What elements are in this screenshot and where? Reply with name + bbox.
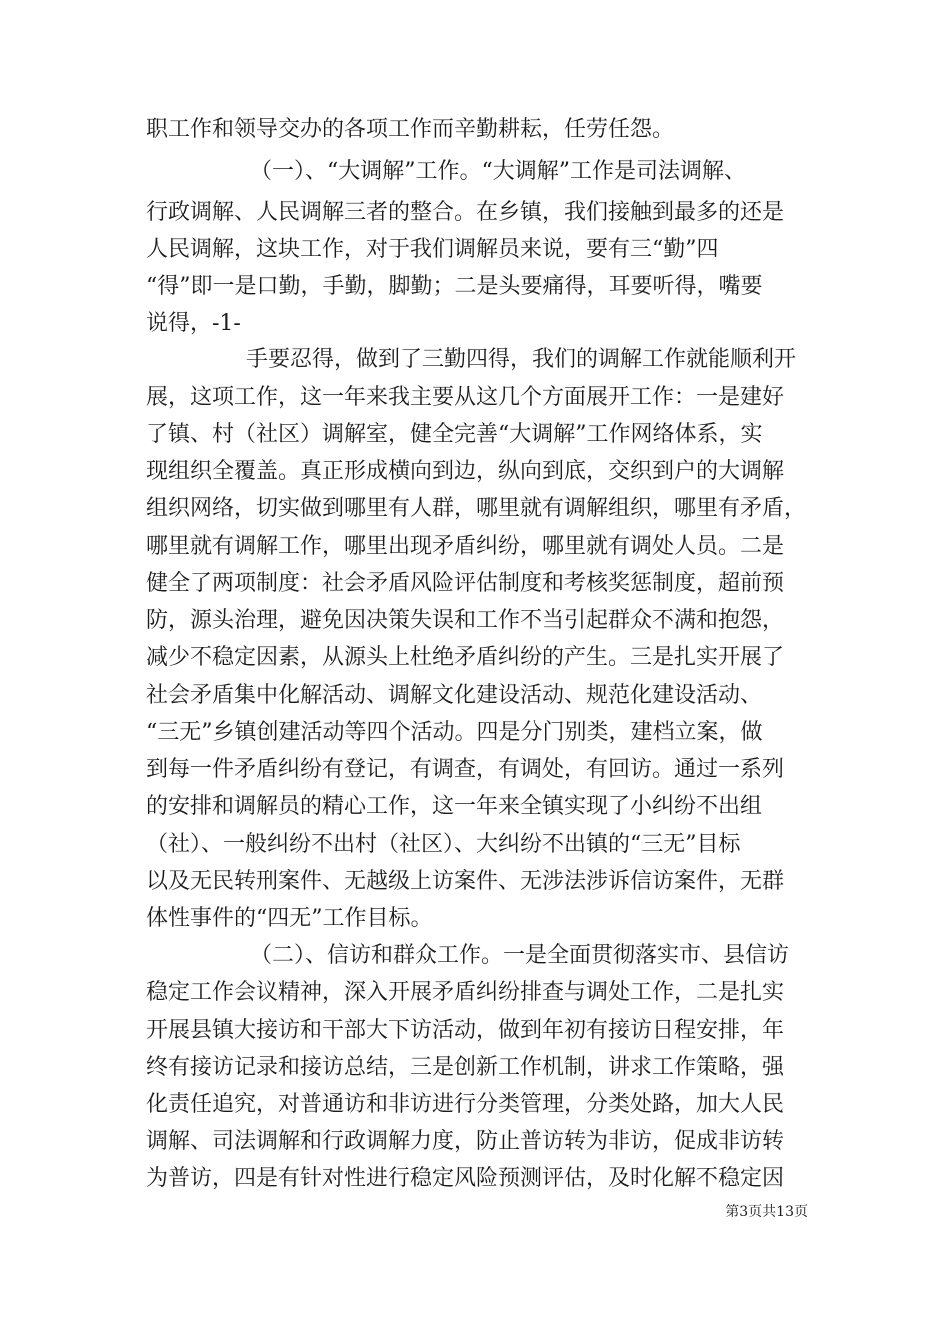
text-line: 减少不稳定因素，从源头上杜绝矛盾纠纷的产生。三是扎实开展了 [146,645,785,670]
text-line: 到每一件矛盾纠纷有登记，有调查，有调处，有回访。通过一系列 [146,757,785,782]
text-line: “三无”乡镇创建活动等四个活动。四是分门别类，建档立案，做 [146,720,763,745]
text-line: 职工作和领导交办的各项工作而辛勤耕耘，任劳任怨。 [146,117,675,142]
text-line: 以及无民转刑案件、无越级上访案件、无涉法涉诉信访案件，无群 [146,869,785,894]
text-line: 开展县镇大接访和干部大下访活动，做到年初有接访日程安排，年 [146,1018,785,1043]
text-line: 体性事件的“四无”工作目标。 [146,906,433,931]
text-line: 稳定工作会议精神，深入开展矛盾纠纷排查与调处工作，二是扎实 [146,980,785,1005]
text-line: 的安排和调解员的精心工作，这一年来全镇实现了小纠纷不出组 [146,794,763,819]
text-line: 防，源头治理，避免因决策失误和工作不当引起群众不满和抱怨， [146,608,785,633]
text-line: 终有接访记录和接访总结，三是创新工作机制，讲求工作策略，强 [146,1055,785,1080]
text-line: 展，这项工作，这一年来我主要从这几个方面展开工作：一是建好 [146,385,785,410]
text-line: 说得，-1- [146,311,241,336]
text-line: 手要忍得，做到了三勤四得，我们的调解工作就能顺利开 [246,347,797,372]
text-line: 调解、司法调解和行政调解力度，防止普访转为非访，促成非访转 [146,1129,785,1154]
text-line: 哪里就有调解工作，哪里出现矛盾纠纷，哪里就有调处人员。二是 [146,534,785,559]
section-heading-line: （一）、“大调解”工作。“大调解”工作是司法调解、 [250,159,746,184]
text-line: 社会矛盾集中化解活动、调解文化建设活动、规范化建设活动、 [146,683,763,708]
text-line: “得”即一是口勤，手勤，脚勤；二是头要痛得，耳要听得，嘴要 [146,274,763,299]
text-line: 了镇、村（社区）调解室，健全完善“大调解”工作网络体系，实 [146,422,763,447]
text-line: 组织网络，切实做到哪里有人群，哪里就有调解组织，哪里有矛盾， [146,496,807,521]
text-line: 人民调解，这块工作，对于我们调解员来说，要有三“勤”四 [146,237,719,262]
text-line: 现组织全覆盖。真正形成横向到边，纵向到底，交织到户的大调解 [146,459,785,484]
text-line: 化责任追究，对普通访和非访进行分类管理，分类处路，加大人民 [146,1092,785,1117]
text-line: 行政调解、人民调解三者的整合。在乡镇，我们接触到最多的还是 [146,200,785,225]
text-line: 健全了两项制度：社会矛盾风险评估制度和考核奖惩制度，超前预 [146,571,785,596]
page-number-footer: 第3页共13页 [725,1204,808,1220]
text-line: 为普访，四是有针对性进行稳定风险预测评估，及时化解不稳定因 [146,1166,785,1191]
text-line: （社）、一般纠纷不出村（社区）、大纠纷不出镇的“三无”目标 [146,832,741,857]
section-heading-line: （二）、信访和群众工作。一是全面贯彻落实市、县信访 [250,943,790,968]
